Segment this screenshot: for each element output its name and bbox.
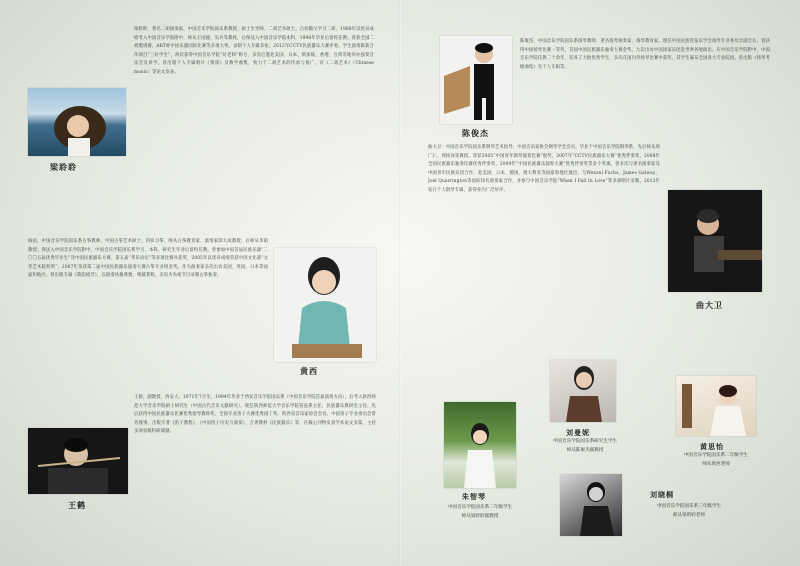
photo-liang-lingling [28, 88, 126, 156]
caption-liu-manni-1: 中国音乐学院国乐系研究生学生 [552, 439, 618, 444]
page-spine [399, 0, 401, 566]
name-chen-junjie: 陈俊杰 [462, 128, 489, 138]
name-qu-dawei: 曲大卫 [696, 300, 723, 310]
name-huang-siyi: 黄思怡 [700, 442, 724, 451]
bio-liang-lingling: 梁聆聆，著名二胡演奏家，中国音乐学院国乐系教授、硕士生导师、二胡艺术硕士。自幼随父学习二胡，1986年以优异成绩考入中国音乐学院附中，师从王国潼、吴兵等教授，后保送入中国音乐学院本科，1996年毕业后留校任教。曾获全国二胡邀请赛、ART杯中国乐器国际比赛等多项大奖，录制个人专辑多张，2012年CCTV民族器乐大赛评委。学生演奏陈新合作项目“三好学生”，两次获得中国音乐学院“好老师”称号，多次应邀赴美国、日本、新加坡、香港、台湾等地举办独奏音乐会及讲学。曾出版个人专辑唱片《情深》及教学曲集，致力于二胡艺术的传承与推广，有《二胡艺术》（Chinese music）等论文发表。 [134, 27, 374, 75]
name-zhu-zhiqin: 朱智琴 [462, 492, 486, 501]
caption-zhu-zhiqin-2: 师从梁聆聆副教授 [461, 514, 499, 519]
caption-liu-xiaotong-1: 中国音乐学院国乐系三年级学生 [656, 504, 722, 509]
caption-huang-siyi-2: 师从黄西老师 [702, 462, 730, 467]
caption-huang-siyi-1: 中国音乐学院国乐系二年级学生 [683, 453, 749, 458]
caption-liu-manni-2: 师从陈俊杰副教授 [566, 448, 604, 453]
photo-liu-manni [550, 360, 616, 422]
photo-wang-he [28, 428, 128, 494]
caption-zhu-zhiqin-1: 中国音乐学院国乐系二年级学生 [447, 505, 513, 510]
bio-yang-yu: 杨雨，中国音乐学院国乐系古筝教师，中国古筝艺术硕士、四岁习筝，师从古筝教育家、演奏家邱大成教授；后师从李萌教授；保送入中国音乐学院附中，中国音乐学院国乐系学习，本科、研究生毕业后留校任教。曾参加中国首届民族乐器“二〇〇五届优秀毕业生”及中国民族器乐大赛、第五届“华乐论坛”等多项比赛并获奖，2005年以优异成绩荣获中国文化部“文华艺术院校奖”；2007年荣获第二届中国民族器乐演奏大赛古筝专业组金奖。作为演奏家多次出访美国、英国、日本等国家和地区。曾出版专辑《箫韵流芳》，以演奏风格典雅、细腻著称，多次为央视节目录制古筝独奏。 [28, 239, 268, 279]
photo-chen-junjie [440, 36, 512, 124]
bio-wang-he: 王鹤，副教授、西安人，1971年7月生，1994年毕业于西安音乐学院国乐系（中国音乐学院首届演奏方向），后考入陕西师范大学音乐学院硕士研究生（中国古代音乐文献研究），现任陕西师范大学音乐学院管弦系主任，民族器乐教研室主任。先后获得中国民族器乐比赛优秀指导教师奖、全国专业笛子大赛优秀园丁奖；陕西省音乐家协会会员、中国笛子专业委员会常务理事。出版专著《笛子教程》、《中国笛子历史与演奏》、合著教材《民族器乐》等，在核心刊物发表学术论文多篇，主持多项省级科研课题。 [134, 395, 376, 435]
photo-liu-xiaotong [560, 474, 622, 536]
name-liang-lingling: 梁聆聆 [50, 162, 77, 172]
bio-qu-dawei: 曲大卫：中国音乐学院国乐系钢琴艺术指导，中国音乐家协会钢琴学会会员。毕业于中国音乐学院钢琴系，先后师从周广仁、周铭孙等教授。曾获2005“中国青年钢琴演奏比赛”银奖、2007年“CCTV民族器乐大赛”优秀伴奏奖、2008年全国民族器乐独奏比赛优秀伴奏奖、2009年“中国民族器乐独奏大赛”优秀伴奏奖等多个奖项。曾多次与著名演奏家及中国青年民族乐团合作，赴美国、日本、德国、澳大利亚等国家和地区演出，与Wenzel Fuchs、James Galway、Joel Quarrington等国际知名演奏家合作，并参与中国音乐学院“When I Fall In Love”等多部唱片录制，2012年发行个人钢琴专辑，获得业内广泛好评。 [428, 145, 660, 193]
photo-huang-xi [274, 248, 376, 362]
photo-qu-dawei [668, 190, 762, 292]
name-liu-xiaotong: 刘晓桐 [650, 490, 674, 499]
bio-chen-junjie: 陈俊杰，中国音乐学院国乐系扬琴教师，著名扬琴演奏家、扬琴教育家，现任中国民族管弦乐学会扬琴专业委员会副会长。曾获得中国扬琴比赛一等奖、首届中国民族器乐独奏大赛金奖。九次出访中国国家乐团赴世界各地演出。在中国音乐学院附中、中国音乐学院任教二十余年，培养了大批优秀学生，多次在国内外扬琴比赛中获奖，其学生遍布全国各大专业院团。曾出版《扬琴考级曲集》及个人专辑等。 [520, 39, 770, 70]
caption-liu-xiaotong-2: 师从梁聆聆老师 [672, 513, 706, 518]
name-liu-manni: 刘曼妮 [566, 428, 590, 437]
name-wang-he: 王鹤 [68, 500, 86, 510]
photo-zhu-zhiqin [444, 402, 516, 488]
name-huang-xi: 黄西 [300, 366, 318, 376]
photo-huang-siyi [676, 376, 756, 436]
